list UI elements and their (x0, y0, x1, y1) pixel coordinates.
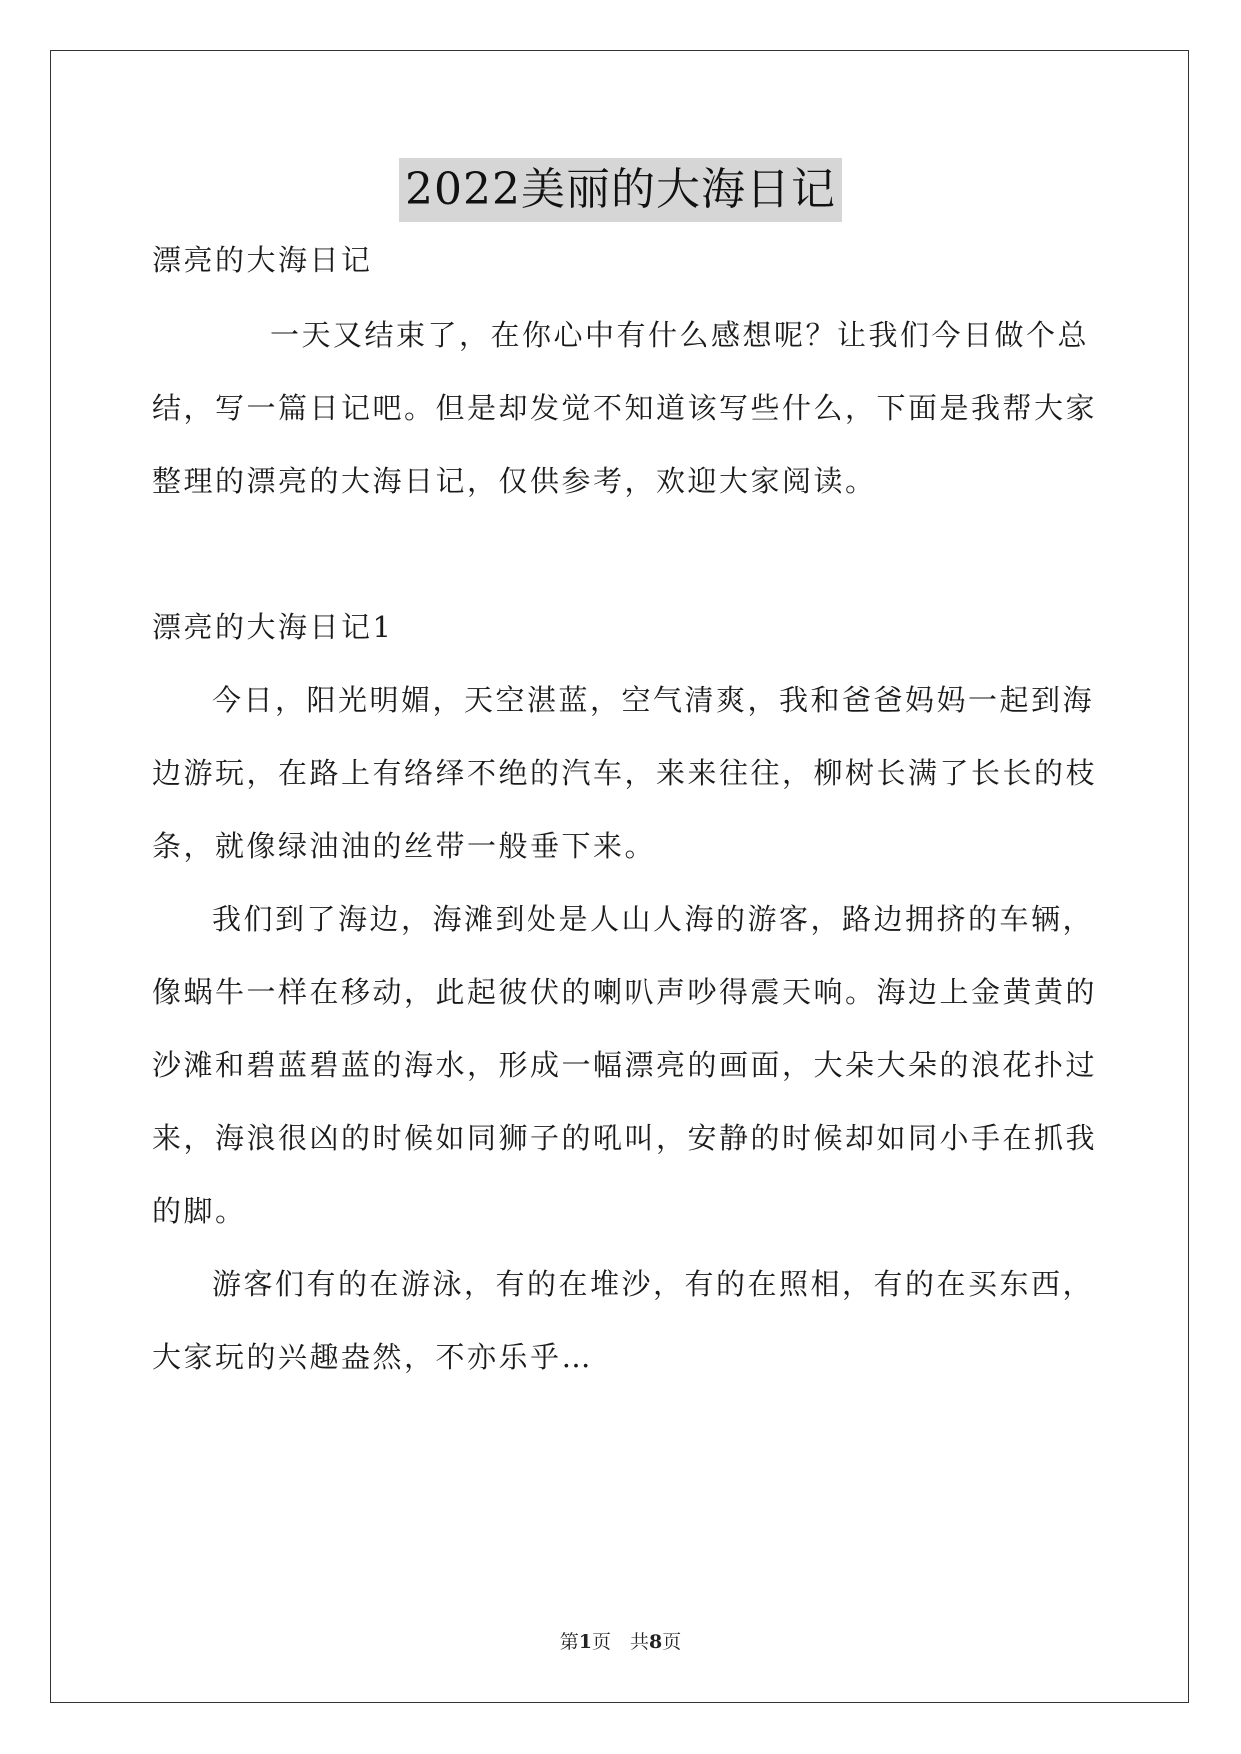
footer-current-page: 1 (578, 1631, 592, 1653)
paragraph1-line-1: 今日，阳光明媚，天空湛蓝，空气清爽，我和爸爸妈妈一起到海 (212, 683, 1095, 717)
intro-heading: 漂亮的大海日记 (152, 243, 373, 277)
paragraph3-line-1: 游客们有的在游泳，有的在堆沙，有的在照相，有的在买东西， (212, 1267, 1095, 1301)
paragraph2-line-1: 我们到了海边，海滩到处是人山人海的游客，路边拥挤的车辆， (212, 902, 1095, 936)
footer-mid: 页 共 (591, 1631, 649, 1653)
paragraph2-line-2: 像蜗牛一样在移动，此起彼伏的喇叭声吵得震天响。海边上金黄黄的 (152, 975, 1098, 1009)
document-title: 2022美丽的大海日记 (399, 158, 842, 222)
footer-total-pages: 8 (649, 1631, 663, 1653)
page-footer (0, 1627, 1241, 1654)
intro-line-1: 一天又结束了，在你心中有什么感想呢？让我们今日做个总 (270, 318, 1090, 352)
paragraph1-line-3: 条，就像绿油油的丝带一般垂下来。 (152, 829, 657, 863)
intro-line-3: 整理的漂亮的大海日记，仅供参考，欢迎大家阅读。 (152, 464, 877, 498)
intro-line-2: 结，写一篇日记吧。但是却发觉不知道该写些什么，下面是我帮大家 (152, 391, 1098, 425)
section-heading: 漂亮的大海日记1 (152, 610, 394, 644)
footer-suffix: 页 (662, 1631, 682, 1653)
paragraph1-line-2: 边游玩，在路上有络绎不绝的汽车，来来往往，柳树长满了长长的枝 (152, 756, 1098, 790)
title-container (0, 158, 1241, 222)
paragraph2-line-3: 沙滩和碧蓝碧蓝的海水，形成一幅漂亮的画面，大朵大朵的浪花扑过 (152, 1048, 1098, 1082)
paragraph3-line-2: 大家玩的兴趣盎然，不亦乐乎… (152, 1340, 594, 1374)
paragraph2-line-4: 来，海浪很凶的时候如同狮子的吼叫，安静的时候却如同小手在抓我 (152, 1121, 1098, 1155)
footer-prefix: 第 (559, 1631, 579, 1653)
paragraph2-line-5: 的脚。 (152, 1194, 247, 1228)
